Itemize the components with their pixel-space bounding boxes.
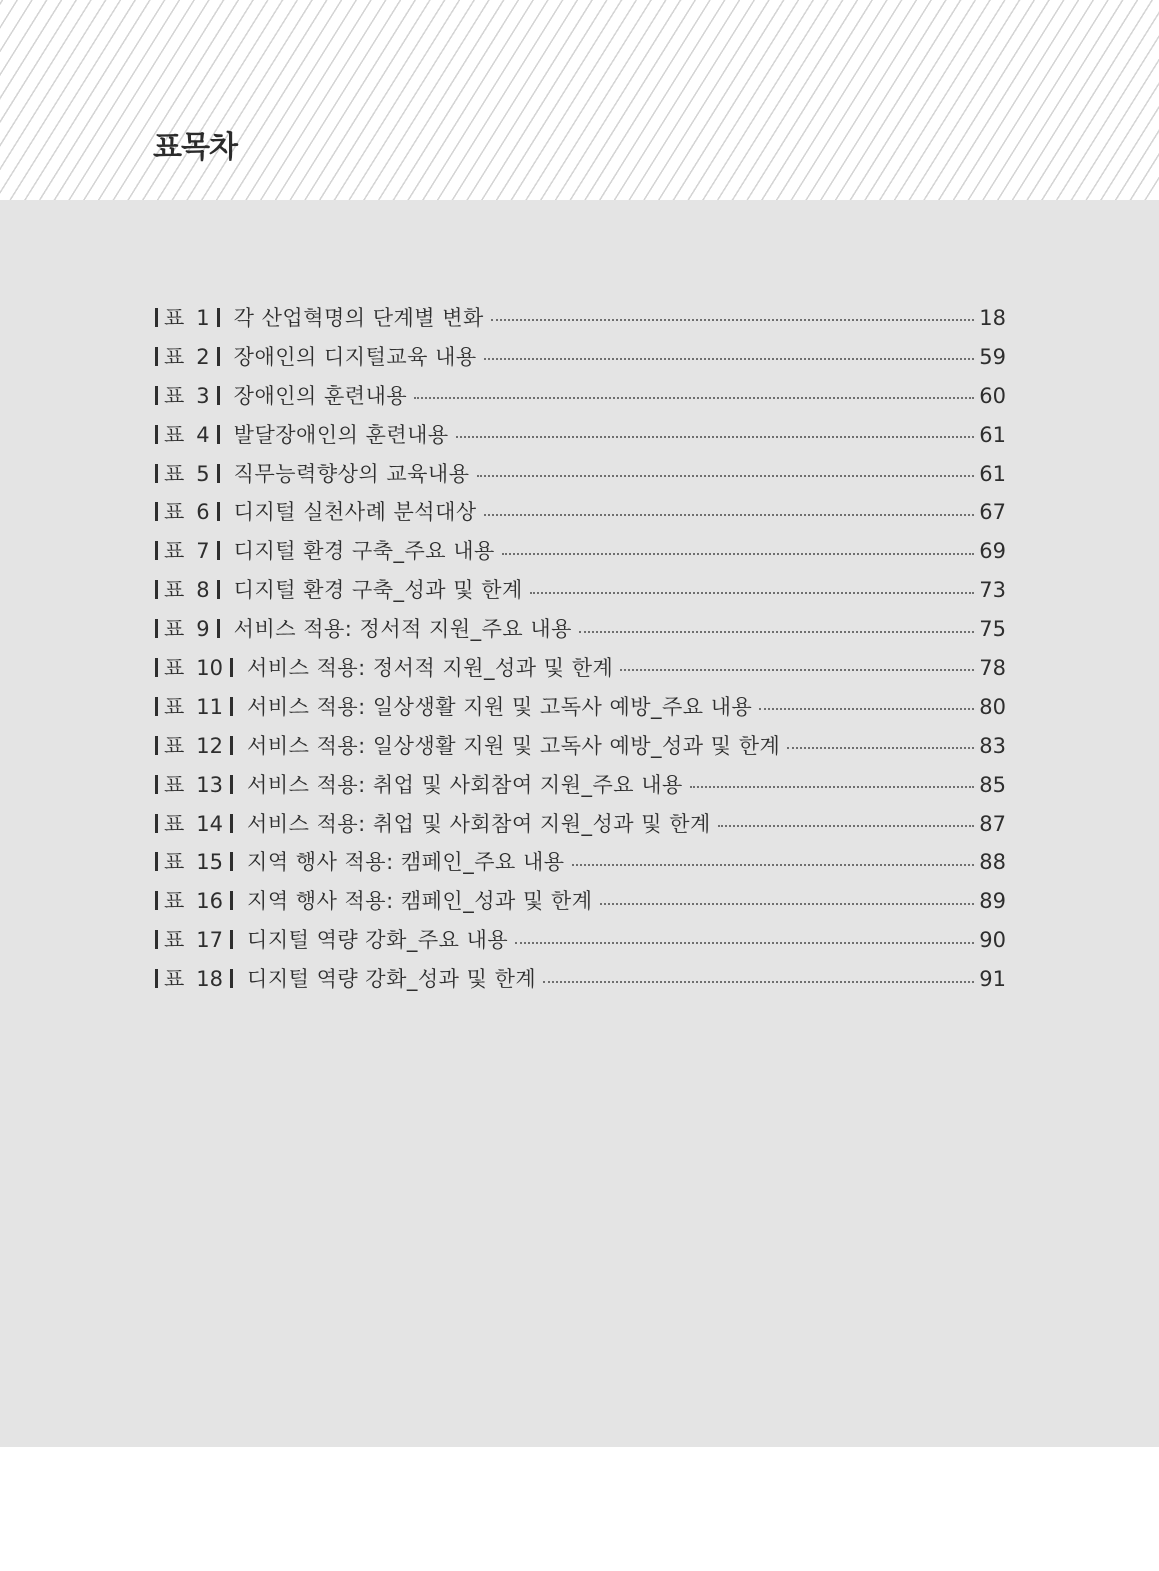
- label-bar-right: [230, 930, 233, 949]
- toc-entry-kind: 표: [164, 306, 185, 330]
- toc-entry-label: [155, 610, 234, 649]
- toc-entry-number: 3: [196, 383, 210, 408]
- toc-entry-title: 서비스 적용: 취업 및 사회참여 지원_주요 내용: [247, 772, 683, 797]
- toc-entry-kind: 표: [164, 850, 185, 875]
- toc-entry-kind: 표: [164, 772, 185, 797]
- toc-entry-number: 12: [196, 733, 224, 758]
- label-bar-left: [155, 425, 158, 444]
- table-of-tables-list: [155, 299, 1006, 999]
- label-bar-left: [155, 464, 158, 483]
- toc-entry[interactable]: [155, 377, 1006, 416]
- toc-entry-page: 69: [979, 539, 1006, 564]
- label-bar-right: [217, 386, 220, 405]
- toc-entry[interactable]: [155, 338, 1006, 377]
- toc-entry-title: 서비스 적용: 정서적 지원_성과 및 한계: [247, 656, 614, 681]
- label-bar-right: [217, 464, 220, 483]
- dot-leader: [456, 436, 975, 438]
- label-bar-right: [217, 502, 220, 521]
- toc-entry-kind: 표: [164, 928, 185, 953]
- label-bar-right: [217, 425, 220, 444]
- toc-entry-label: [155, 882, 247, 921]
- toc-entry-number: 15: [196, 850, 224, 875]
- toc-entry-page: 91: [979, 967, 1006, 992]
- toc-entry-page: 60: [979, 383, 1006, 408]
- label-bar-right: [217, 541, 220, 560]
- toc-entry-kind: 표: [164, 383, 185, 408]
- dot-leader: [530, 592, 974, 594]
- toc-entry[interactable]: [155, 727, 1006, 766]
- toc-entry-title: 장애인의 디지털교육 내용: [233, 344, 477, 369]
- toc-entry-number: 16: [196, 889, 224, 914]
- toc-entry[interactable]: [155, 882, 1006, 921]
- toc-entry-title: 디지털 역량 강화_주요 내용: [247, 928, 509, 953]
- toc-entry-number: 18: [196, 967, 224, 992]
- toc-entry-page: 87: [979, 811, 1006, 836]
- dot-leader: [600, 903, 975, 905]
- header-stripe-band: [0, 0, 1159, 200]
- toc-entry-title: 서비스 적용: 정서적 지원_주요 내용: [233, 617, 572, 642]
- toc-entry-label: [155, 571, 234, 610]
- toc-entry-page: 61: [979, 461, 1006, 486]
- toc-entry-page: 85: [979, 772, 1006, 797]
- toc-entry-title: 디지털 환경 구축_성과 및 한계: [233, 578, 523, 603]
- label-bar-left: [155, 814, 158, 833]
- toc-entry[interactable]: [155, 610, 1006, 649]
- toc-entry[interactable]: [155, 843, 1006, 882]
- dot-leader: [491, 319, 974, 321]
- toc-entry-title: 장애인의 훈련내용: [233, 383, 408, 408]
- toc-entry-number: 1: [196, 306, 210, 330]
- toc-entry-page: 80: [979, 694, 1006, 719]
- label-bar-right: [230, 658, 233, 677]
- dot-leader: [414, 397, 974, 399]
- toc-entry-label: [155, 805, 247, 844]
- label-bar-left: [155, 541, 158, 560]
- toc-entry-title: 디지털 환경 구축_주요 내용: [233, 539, 495, 564]
- toc-entry-kind: 표: [164, 422, 185, 447]
- label-bar-right: [217, 619, 220, 638]
- toc-entry-title: 지역 행사 적용: 캠페인_성과 및 한계: [247, 889, 593, 914]
- toc-entry[interactable]: [155, 455, 1006, 494]
- label-bar-left: [155, 775, 158, 794]
- toc-entry-page: 89: [979, 889, 1006, 914]
- toc-entry[interactable]: [155, 649, 1006, 688]
- label-bar-left: [155, 347, 158, 366]
- dot-leader: [484, 358, 975, 360]
- toc-entry-number: 4: [196, 422, 210, 447]
- toc-entry-kind: 표: [164, 889, 185, 914]
- toc-entry-page: 78: [979, 656, 1006, 681]
- toc-entry-label: [155, 843, 247, 882]
- toc-entry-title: 서비스 적용: 일상생활 지원 및 고독사 예방_성과 및 한계: [247, 733, 781, 758]
- toc-entry-title: 지역 행사 적용: 캠페인_주요 내용: [247, 850, 565, 875]
- toc-entry[interactable]: [155, 493, 1006, 532]
- label-bar-right: [230, 852, 233, 871]
- toc-entry-kind: 표: [164, 539, 185, 564]
- toc-entry[interactable]: [155, 416, 1006, 455]
- toc-entry-page: 18: [979, 306, 1006, 330]
- toc-entry-label: [155, 960, 247, 999]
- toc-entry-kind: 표: [164, 694, 185, 719]
- label-bar-right: [230, 969, 233, 988]
- label-bar-left: [155, 619, 158, 638]
- dot-leader: [572, 864, 975, 866]
- toc-entry[interactable]: [155, 688, 1006, 727]
- toc-entry-label: [155, 727, 247, 766]
- toc-entry-title: 각 산업혁명의 단계별 변화: [233, 306, 484, 330]
- toc-entry-title: 디지털 실천사례 분석대상: [233, 500, 477, 525]
- toc-entry-number: 2: [196, 344, 210, 369]
- label-bar-right: [230, 891, 233, 910]
- toc-entry-title: 발달장애인의 훈련내용: [233, 422, 449, 447]
- label-bar-right: [230, 697, 233, 716]
- toc-entry-number: 10: [196, 656, 224, 681]
- toc-entry-label: [155, 688, 247, 727]
- toc-entry-label: [155, 377, 234, 416]
- footer-band: [0, 1447, 1159, 1571]
- toc-entry-page: 83: [979, 733, 1006, 758]
- dot-leader: [515, 942, 974, 944]
- toc-entry[interactable]: [155, 960, 1006, 999]
- toc-entry-label: [155, 455, 234, 494]
- toc-entry[interactable]: [155, 571, 1006, 610]
- toc-entry-title: 직무능력향상의 교육내용: [233, 461, 470, 486]
- label-bar-left: [155, 580, 158, 599]
- page-title: 표목차: [153, 130, 237, 165]
- toc-entry-kind: 표: [164, 344, 185, 369]
- toc-entry-kind: 표: [164, 811, 185, 836]
- toc-entry-title: 디지털 역량 강화_성과 및 한계: [247, 967, 537, 992]
- toc-entry-title: 서비스 적용: 일상생활 지원 및 고독사 예방_주요 내용: [247, 694, 753, 719]
- dot-leader: [690, 786, 974, 788]
- toc-entry-page: 67: [979, 500, 1006, 525]
- dot-leader: [484, 514, 975, 516]
- dot-leader: [543, 981, 974, 983]
- toc-entry-page: 88: [979, 850, 1006, 875]
- toc-entry[interactable]: [155, 805, 1006, 844]
- toc-entry[interactable]: [155, 766, 1006, 805]
- toc-entry-page: 73: [979, 578, 1006, 603]
- toc-entry-label: [155, 338, 234, 377]
- label-bar-left: [155, 308, 158, 327]
- toc-entry-label: [155, 299, 234, 338]
- toc-entry-page: 59: [979, 344, 1006, 369]
- toc-entry-kind: 표: [164, 617, 185, 642]
- toc-entry[interactable]: [155, 921, 1006, 960]
- toc-entry-page: 75: [979, 617, 1006, 642]
- toc-entry[interactable]: [155, 299, 1006, 338]
- label-bar-right: [230, 736, 233, 755]
- label-bar-left: [155, 502, 158, 521]
- toc-entry-page: 90: [979, 928, 1006, 953]
- label-bar-left: [155, 697, 158, 716]
- dot-leader: [620, 669, 974, 671]
- toc-entry-label: [155, 532, 234, 571]
- toc-entry-kind: 표: [164, 733, 185, 758]
- label-bar-right: [217, 580, 220, 599]
- toc-entry-kind: 표: [164, 578, 185, 603]
- label-bar-right: [217, 347, 220, 366]
- label-bar-left: [155, 736, 158, 755]
- dot-leader: [477, 475, 975, 477]
- label-bar-left: [155, 930, 158, 949]
- toc-entry-kind: 표: [164, 656, 185, 681]
- dot-leader: [787, 747, 974, 749]
- toc-entry-label: [155, 493, 234, 532]
- toc-entry-number: 7: [196, 539, 210, 564]
- toc-entry-label: [155, 416, 234, 455]
- label-bar-left: [155, 852, 158, 871]
- dot-leader: [502, 553, 974, 555]
- label-bar-left: [155, 658, 158, 677]
- toc-entry-label: [155, 921, 247, 960]
- label-bar-right: [230, 775, 233, 794]
- dot-leader: [718, 825, 974, 827]
- toc-entry-page: 61: [979, 422, 1006, 447]
- toc-entry-number: 11: [196, 694, 224, 719]
- toc-entry-number: 17: [196, 928, 224, 953]
- toc-entry-title: 서비스 적용: 취업 및 사회참여 지원_성과 및 한계: [247, 811, 711, 836]
- label-bar-left: [155, 891, 158, 910]
- label-bar-left: [155, 969, 158, 988]
- toc-entry-label: [155, 649, 247, 688]
- dot-leader: [759, 708, 974, 710]
- toc-entry-number: 6: [196, 500, 210, 525]
- label-bar-right: [230, 814, 233, 833]
- toc-entry-kind: 표: [164, 967, 185, 992]
- label-bar-left: [155, 386, 158, 405]
- toc-entry-number: 9: [196, 617, 210, 642]
- toc-entry-kind: 표: [164, 500, 185, 525]
- toc-entry-number: 5: [196, 461, 210, 486]
- toc-entry[interactable]: [155, 532, 1006, 571]
- toc-entry-label: [155, 766, 247, 805]
- toc-entry-kind: 표: [164, 461, 185, 486]
- toc-entry-number: 13: [196, 772, 224, 797]
- dot-leader: [579, 631, 974, 633]
- label-bar-right: [217, 308, 220, 327]
- toc-entry-number: 8: [196, 578, 210, 603]
- toc-entry-number: 14: [196, 811, 224, 836]
